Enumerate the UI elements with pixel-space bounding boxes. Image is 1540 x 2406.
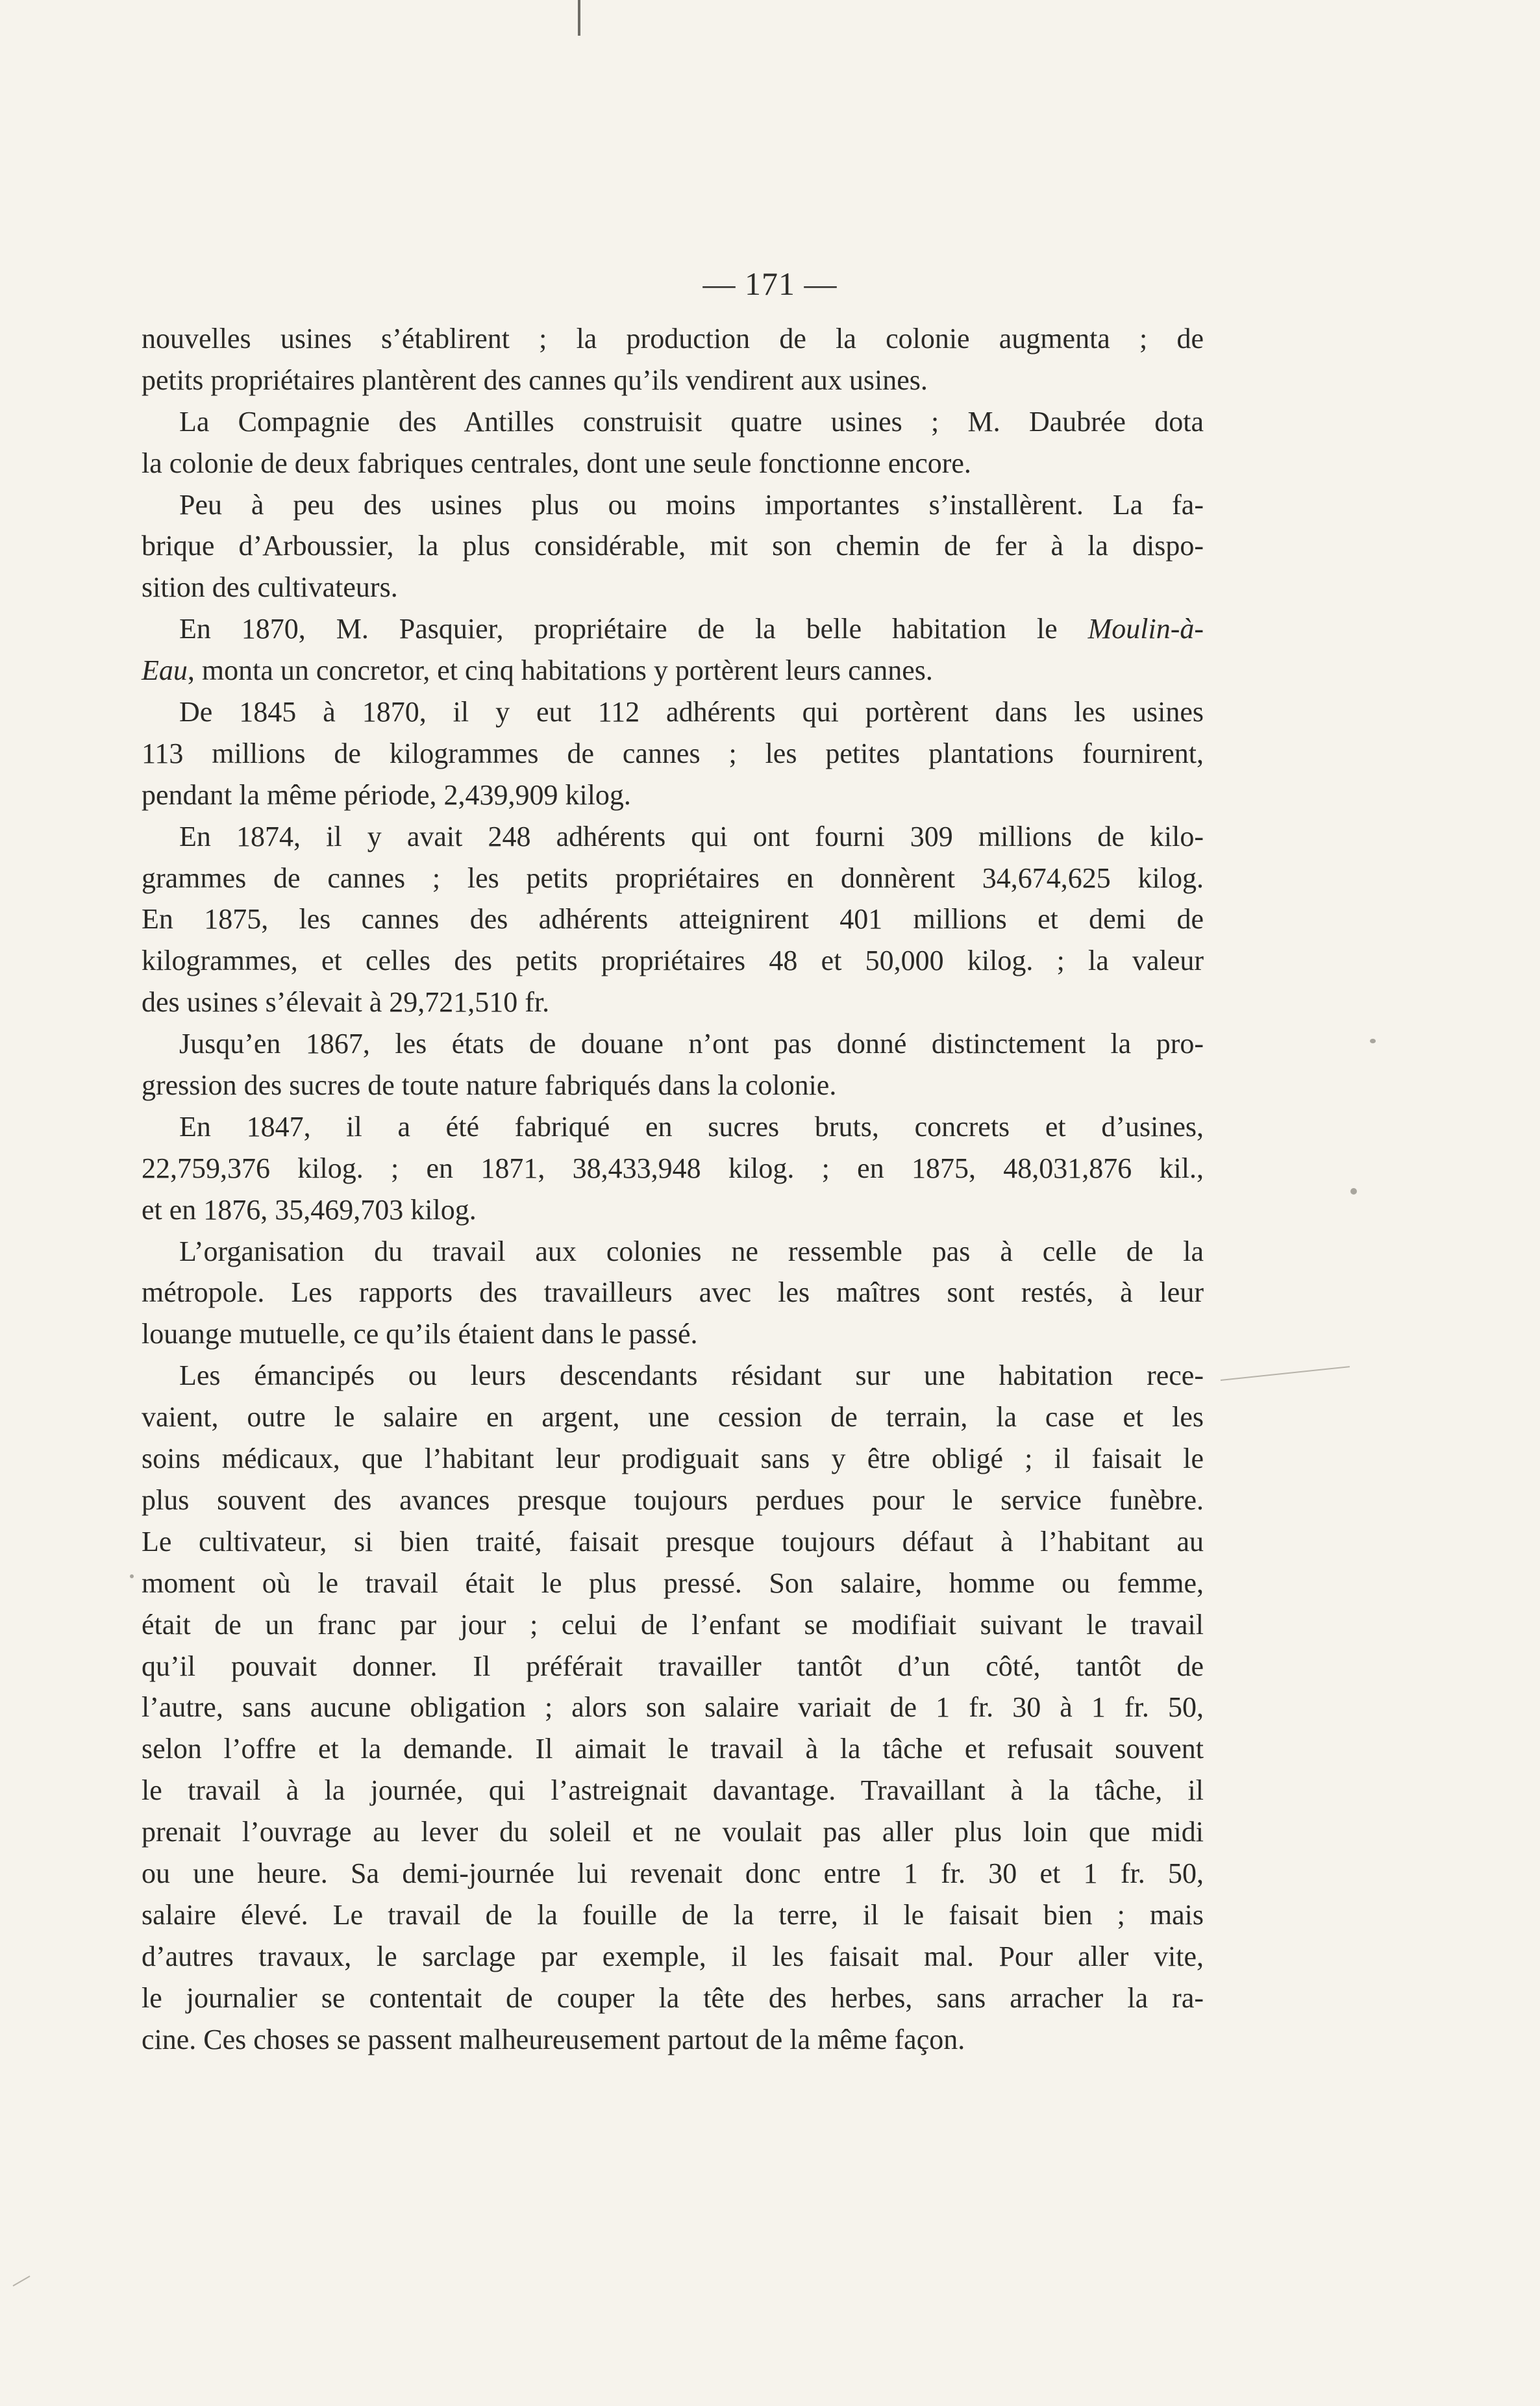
text-line: brique d’Arboussier, la plus considérable, mit son chemin de fer à la dispo- <box>142 530 1204 562</box>
text-line: selon l’offre et la demande. Il aimait le travail à la tâche et refusait souvent <box>142 1733 1204 1765</box>
text-line: métropole. Les rapports des travailleurs avec les maîtres sont restés, à leur <box>142 1276 1204 1309</box>
text-line: qu’il pouvait donner. Il préférait travailler tantôt d’un côté, tantôt de <box>142 1650 1204 1682</box>
text-line: moment où le travail était le plus pressé. Son salaire, homme ou femme, <box>142 1567 1204 1599</box>
text-line: et en 1876, 35,469,703 kilog. <box>142 1193 477 1226</box>
text-line: ou une heure. Sa demi-journée lui revenait donc entre 1 fr. 30 et 1 fr. 50, <box>142 1857 1204 1889</box>
scan-stray-line <box>13 2276 31 2287</box>
text-line: La Compagnie des Antilles construisit quatre usines ; M. Daubrée dota <box>179 405 1204 438</box>
text-line: kilogrammes, et celles des petits propriétaires 48 et 50,000 kilog. ; la valeur <box>142 945 1204 977</box>
text-line: la colonie de deux fabriques centrales, dont une seule fonctionne encore. <box>142 447 971 479</box>
italic-word: Eau <box>142 654 188 687</box>
scan-speck <box>1350 1188 1357 1195</box>
text-line: De 1845 à 1870, il y eut 112 adhérents qui portèrent dans les usines <box>179 696 1204 728</box>
binding-mark <box>578 0 580 36</box>
scan-speck <box>130 1574 134 1578</box>
text-line: cine. Ces choses se passent malheureusement partout de la même façon. <box>142 2023 965 2055</box>
text-line: des usines s’élevait à 29,721,510 fr. <box>142 986 550 1019</box>
text-line: 22,759,376 kilog. ; en 1871, 38,433,948 kilog. ; en 1875, 48,031,876 kil., <box>142 1152 1204 1184</box>
text-line: gression des sucres de toute nature fabriqués dans la colonie. <box>142 1069 837 1102</box>
text-line: prenait l’ouvrage au lever du soleil et ne voulait pas aller plus loin que midi <box>142 1816 1204 1848</box>
text-line: vaient, outre le salaire en argent, une cession de terrain, la case et les <box>142 1401 1204 1433</box>
text-line: d’autres travaux, le sarclage par exemple, il les faisait mal. Pour aller vite, <box>142 1940 1204 1972</box>
text-line: Peu à peu des usines plus ou moins importantes s’installèrent. La fa- <box>179 488 1204 521</box>
text-line: pendant la même période, 2,439,909 kilog. <box>142 778 631 811</box>
text-line: petits propriétaires plantèrent des cannes qu’ils vendirent aux usines. <box>142 364 928 396</box>
text-line: Les émancipés ou leurs descendants résidant sur une habitation rece- <box>179 1359 1204 1392</box>
text-line: Eau, monta un concretor, et cinq habitations y portèrent leurs cannes. <box>142 654 933 687</box>
text-line: En 1875, les cannes des adhérents atteignirent 401 millions et demi de <box>142 903 1204 936</box>
text-line: Jusqu’en 1867, les états de douane n’ont pas donné distinctement la pro- <box>179 1028 1204 1060</box>
text-line: En 1870, M. Pasquier, propriétaire de la belle habitation le Moulin-à- <box>179 613 1204 645</box>
text-line: En 1847, il a été fabriqué en sucres bruts, concrets et d’usines, <box>179 1110 1204 1143</box>
text-line: était de un franc par jour ; celui de l’enfant se modifiait suivant le travail <box>142 1608 1204 1641</box>
text-line: En 1874, il y avait 248 adhérents qui ont fourni 309 millions de kilo- <box>179 820 1204 852</box>
scan-stray-line <box>1221 1366 1350 1381</box>
text-line: l’autre, sans aucune obligation ; alors son salaire variait de 1 fr. 30 à 1 fr. 50, <box>142 1691 1204 1724</box>
text-line: salaire élevé. Le travail de la fouille de la terre, il le faisait bien ; mais <box>142 1898 1204 1931</box>
body-text <box>142 318 1204 2060</box>
text-line: soins médicaux, que l’habitant leur prodiguait sans y être obligé ; il faisait le <box>142 1443 1204 1475</box>
text-line: louange mutuelle, ce qu’ils étaient dans le passé. <box>142 1318 698 1350</box>
text-line: 113 millions de kilogrammes de cannes ; les petites plantations fournirent, <box>142 737 1204 769</box>
text-line: grammes de cannes ; les petits propriétaires en donnèrent 34,674,625 kilog. <box>142 862 1204 894</box>
text-line: sition des cultivateurs. <box>142 571 398 604</box>
text-line: Le cultivateur, si bien traité, faisait presque toujours défaut à l’habitant au <box>142 1525 1204 1557</box>
italic-word: Moulin-à- <box>1087 613 1204 645</box>
text-line: le journalier se contentait de couper la tête des herbes, sans arracher la ra- <box>142 1981 1204 2014</box>
page-number: — 171 — <box>702 266 838 302</box>
text-line: le travail à la journée, qui l’astreignait davantage. Travaillant à la tâche, il <box>142 1774 1204 1807</box>
scan-speck <box>1370 1039 1376 1043</box>
text-line: plus souvent des avances presque toujours perdues pour le service funèbre. <box>142 1483 1204 1516</box>
text-line: L’organisation du travail aux colonies ne ressemble pas à celle de la <box>179 1235 1204 1267</box>
text-line: nouvelles usines s’établirent ; la production de la colonie augmenta ; de <box>142 323 1204 354</box>
